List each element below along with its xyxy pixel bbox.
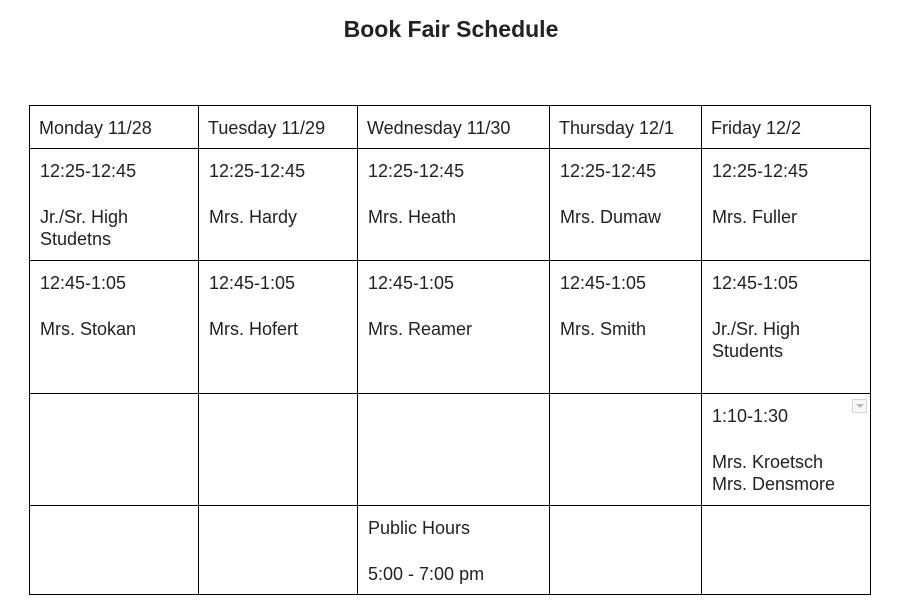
empty-cell[interactable] <box>30 506 199 595</box>
column-header-friday[interactable]: Friday 12/2 <box>702 106 871 149</box>
assigned-name: Mrs. Smith <box>560 319 647 339</box>
schedule-cell[interactable] <box>550 149 702 261</box>
column-header-wednesday[interactable]: Wednesday 11/30 <box>358 106 550 149</box>
empty-cell[interactable] <box>702 506 871 595</box>
column-header-monday[interactable]: Monday 11/28 <box>30 106 199 149</box>
assigned-name: Students <box>712 341 784 361</box>
empty-cell[interactable] <box>550 506 702 595</box>
empty-cell[interactable] <box>199 394 358 506</box>
header-row <box>30 106 871 149</box>
empty-cell[interactable] <box>358 394 550 506</box>
schedule-cell[interactable] <box>358 261 550 394</box>
empty-cell[interactable] <box>550 394 702 506</box>
schedule-cell[interactable] <box>199 261 358 394</box>
public-hours-label: Public Hours <box>368 518 471 538</box>
schedule-table <box>29 105 871 595</box>
time-slot: 1:10-1:30 <box>712 406 789 426</box>
time-slot: 12:45-1:05 <box>712 273 799 293</box>
time-slot: 12:45-1:05 <box>368 273 455 293</box>
assigned-name: Mrs. Hardy <box>209 207 298 227</box>
assigned-name: Mrs. Fuller <box>712 207 797 227</box>
time-slot: 12:45-1:05 <box>40 273 127 293</box>
schedule-cell[interactable] <box>702 394 871 506</box>
table-row <box>30 149 871 261</box>
time-slot: 12:25-12:45 <box>560 161 657 181</box>
schedule-cell[interactable] <box>550 261 702 394</box>
column-header-tuesday[interactable]: Tuesday 11/29 <box>199 106 358 149</box>
assigned-name: Mrs. Heath <box>368 207 457 227</box>
assigned-name: Mrs. Dumaw <box>560 207 662 227</box>
empty-cell[interactable] <box>199 506 358 595</box>
assigned-name: Mrs. Hofert <box>209 319 299 339</box>
table-row <box>30 394 871 506</box>
schedule-cell[interactable] <box>30 261 199 394</box>
page-title: Book Fair Schedule <box>343 16 559 42</box>
assigned-name: Jr./Sr. High <box>40 207 129 227</box>
schedule-cell[interactable] <box>358 149 550 261</box>
assigned-name: Mrs. Stokan <box>40 319 137 339</box>
time-slot: 12:25-12:45 <box>712 161 809 181</box>
time-slot: 12:25-12:45 <box>40 161 137 181</box>
time-slot: 12:45-1:05 <box>209 273 296 293</box>
schedule-cell[interactable] <box>358 506 550 595</box>
dropdown-arrow-icon[interactable] <box>852 399 867 413</box>
column-header-thursday[interactable]: Thursday 12/1 <box>550 106 702 149</box>
schedule-cell[interactable] <box>30 149 199 261</box>
time-slot: 12:25-12:45 <box>368 161 465 181</box>
assigned-name: Mrs. Densmore <box>712 474 836 494</box>
schedule-cell[interactable] <box>199 149 358 261</box>
time-slot: 12:25-12:45 <box>209 161 306 181</box>
schedule-cell[interactable] <box>702 261 871 394</box>
table-row <box>30 506 871 595</box>
time-slot: 12:45-1:05 <box>560 273 647 293</box>
assigned-name: Jr./Sr. High <box>712 319 801 339</box>
assigned-name: Mrs. Kroetsch <box>712 452 824 472</box>
public-hours-time: 5:00 - 7:00 pm <box>368 564 485 584</box>
assigned-name: Studetns <box>40 229 112 249</box>
assigned-name: Mrs. Reamer <box>368 319 473 339</box>
empty-cell[interactable] <box>30 394 199 506</box>
table-row <box>30 261 871 394</box>
schedule-cell[interactable] <box>702 149 871 261</box>
